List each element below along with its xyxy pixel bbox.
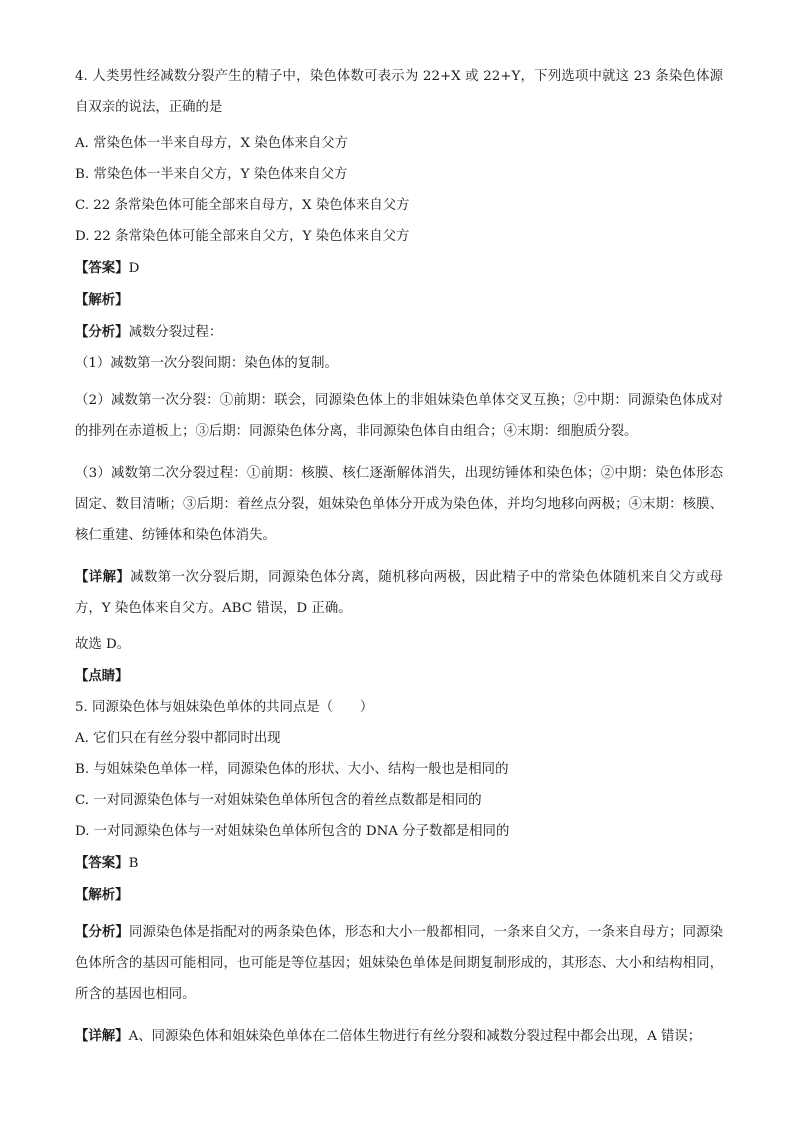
xiangjie-tag: 【详解】 [75, 1027, 129, 1044]
answer-tag: 【答案】 [75, 854, 129, 871]
xiangjie-text: A、同源染色体和姐妹染色单体在二倍体生物进行有丝分裂和减数分裂过程中都会出现，A 错误； [128, 1028, 702, 1044]
question-4-option-a: A. 常染色体一半来自母方，X 染色体来自父方 [75, 135, 349, 151]
analysis-tag: 【解析】 [75, 291, 129, 308]
xiangjie-tag: 【详解】 [75, 568, 131, 585]
question-5-answer [75, 853, 723, 874]
question-4-stem: 4. 人类男性经减数分裂产生的精子中，染色体数可表示为 22+X 或 22+Y，下列选项中就这 23 条染色体源自双亲的说法，正确的是 [75, 68, 723, 115]
fenxi-text: 减数分裂过程： [128, 324, 223, 340]
question-4-step-3: （3）减数第二次分裂过程：①前期：核膜、核仁逐渐解体消失，出现纺锤体和染色体；②中期：染色体形态固定、数目清晰；③后期：着丝点分裂，姐妹染色单体分开成为染色体，并均匀地移向两极；④末期：核膜、核仁重建、纺锤体和染色体消失。 [75, 465, 723, 543]
document-page [75, 66, 723, 1063]
dianjing-tag: 【点睛】 [75, 667, 129, 684]
question-4-option-b: B. 常染色体一半来自父方，Y 染色体来自父方 [75, 166, 348, 182]
fenxi-tag: 【分析】 [75, 323, 129, 340]
question-4-option-c: C. 22 条常染色体可能全部来自母方，X 染色体来自父方 [75, 197, 410, 213]
question-5-option-d: D. 一对同源染色体与一对姐妹染色单体所包含的 DNA 分子数都是相同的 [75, 823, 510, 839]
question-4-option-d: D. 22 条常染色体可能全部来自父方，Y 染色体来自父方 [75, 228, 410, 244]
question-5-stem: 5. 同源染色体与姐妹染色单体的共同点是（ ） [75, 699, 374, 715]
answer-value: D [128, 260, 140, 276]
question-4-step-1: （1）减数第一次分裂间期：染色体的复制。 [75, 355, 338, 371]
question-4-analysis-heading [75, 290, 723, 311]
answer-value: B [128, 855, 139, 871]
fenxi-tag: 【分析】 [75, 923, 130, 940]
analysis-tag: 【解析】 [75, 886, 129, 903]
question-5-xiangjie [75, 1021, 723, 1052]
question-4-fenxi [75, 322, 723, 343]
question-5-option-a: A. 它们只在有丝分裂中都同时出现 [75, 730, 281, 746]
question-5-option-c: C. 一对同源染色体与一对姐妹染色单体所包含的着丝点数都是相同的 [75, 792, 482, 808]
question-4-conclusion: 故选 D。 [75, 636, 131, 652]
answer-tag: 【答案】 [75, 259, 129, 276]
question-5-fenxi [75, 917, 723, 1010]
question-4-step-2: （2）减数第一次分裂：①前期：联会，同源染色体上的非姐妹染色单体交叉互换；②中期：同源染色体成对的排列在赤道板上；③后期：同源染色体分离，非同源染色体自由组合；④末期：细胞质分裂。 [75, 392, 723, 439]
question-4-dianjing [75, 666, 723, 687]
fenxi-text: 同源染色体是指配对的两条染色体，形态和大小一般都相同，一条来自父方，一条来自母方；同源染色体所含的基因可能相同，也可能是等位基因；姐妹染色单体是间期复制形成的，其形态、大小和结构相同，所含的基因也相同。 [75, 924, 724, 1002]
question-4-xiangjie [75, 562, 723, 624]
question-5-option-b: B. 与姐妹染色单体一样，同源染色体的形状、大小、结构一般也是相同的 [75, 761, 509, 777]
question-4-answer [75, 258, 723, 279]
question-5-analysis-heading [75, 885, 723, 906]
xiangjie-text: 减数第一次分裂后期，同源染色体分离，随机移向两极，因此精子中的常染色体随机来自父方或母方，Y 染色体来自父方。ABC 错误，D 正确。 [75, 569, 724, 616]
